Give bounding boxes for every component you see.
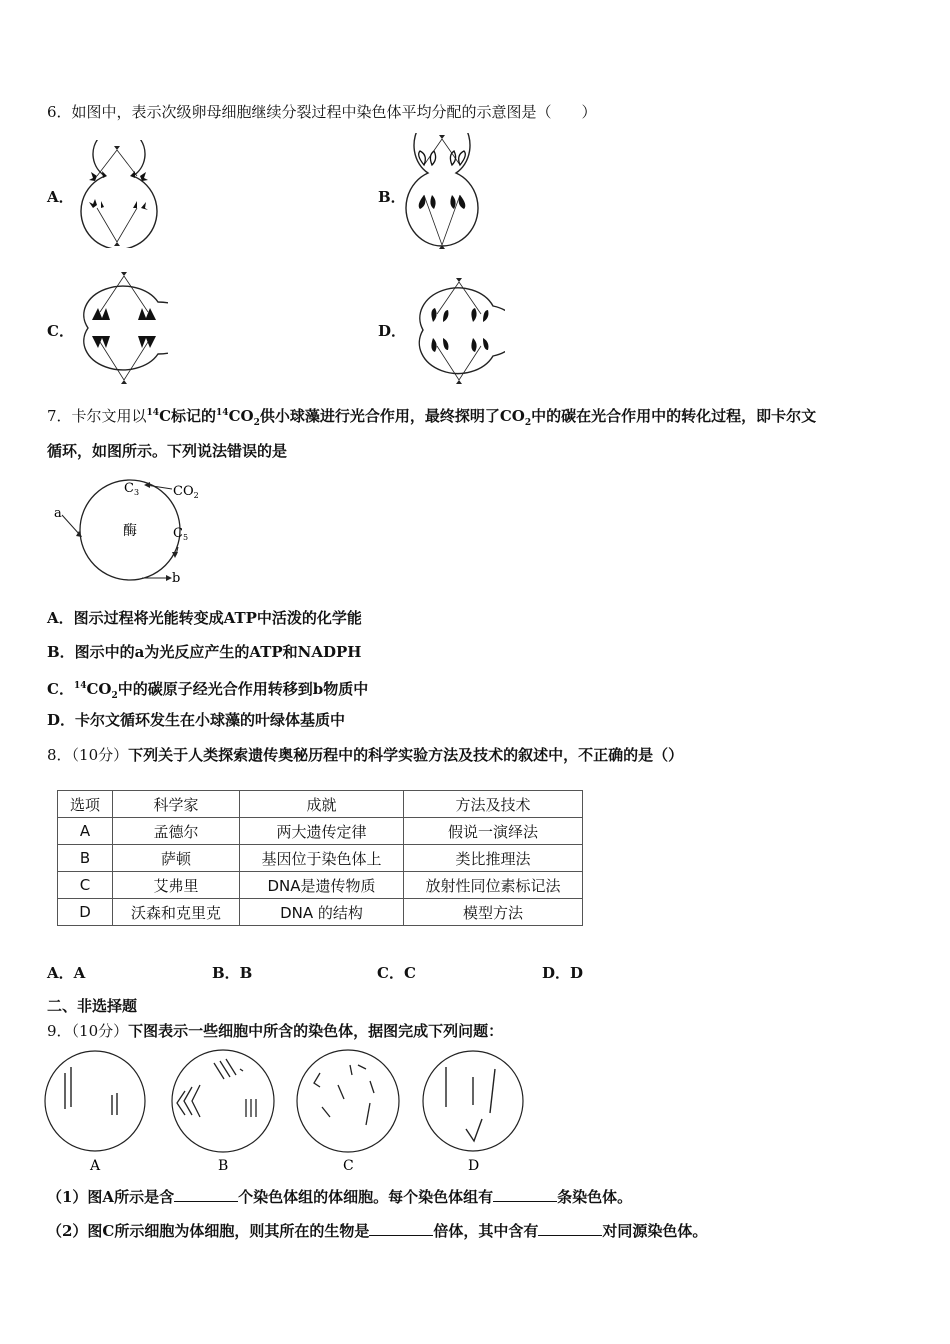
table-cell: 基因位于染色体上 <box>240 845 404 872</box>
label-b: b <box>172 571 181 586</box>
table-header-cell: 成就 <box>240 791 404 818</box>
table-cell: 艾弗里 <box>113 872 240 899</box>
table-header-cell: 科学家 <box>113 791 240 818</box>
q6-option-a[interactable]: A． <box>47 188 74 206</box>
q6-cell-diagram-d <box>415 276 505 386</box>
q8-answer-b[interactable]: B．B <box>212 964 253 982</box>
q7-option-c[interactable]: C．$^{14}CO_2$中的碳原子经光合作用转移到b物质中 <box>47 680 369 701</box>
label-c5: C <box>173 526 183 541</box>
q8-answer-d[interactable]: D．D <box>542 964 584 982</box>
q7-option-b[interactable]: B．图示中的a为光反应产生的ATP和NADPH <box>47 643 362 661</box>
section-heading: 二、非选择题 <box>47 997 138 1015</box>
table-row <box>58 818 583 845</box>
q6-option-b[interactable]: B． <box>378 188 406 206</box>
table-cell: 沃森和克里克 <box>113 899 240 926</box>
answer-blank[interactable] <box>538 1221 602 1236</box>
table-cell: 两大遗传定律 <box>240 818 404 845</box>
cell-label-a: A <box>90 1158 101 1174</box>
table-cell: C <box>58 872 113 899</box>
chromosome-cells-figure <box>40 1045 530 1175</box>
q6-cell-diagram-b <box>398 133 488 251</box>
q7-stem-line1: 7．卡尔文用以$^{14}$C标记的$^{14}CO_2$供小球藻进行光合作用，最终探明了$CO_2$中的碳在光合作用中的转化过程，即卡尔文 <box>47 407 817 428</box>
table-cell: DNA 的结构 <box>240 899 404 926</box>
q6-cell-diagram-c <box>78 272 168 385</box>
table-header-cell: 方法及技术 <box>404 791 583 818</box>
q9-sub1: （1）图A所示是含 个染色体组的体细胞。每个染色体组有 条染色体。 <box>47 1188 633 1206</box>
cell-label-b: B <box>218 1158 229 1174</box>
q6-stem: 6．如图中，表示次级卵母细胞继续分裂过程中染色体平均分配的示意图是（ ） <box>47 103 597 121</box>
q8-answer-c[interactable]: C．C <box>377 964 416 982</box>
table-cell: 模型方法 <box>404 899 583 926</box>
table-cell: D <box>58 899 113 926</box>
table-row <box>58 899 583 926</box>
table-cell: B <box>58 845 113 872</box>
label-c3: C <box>124 481 134 496</box>
cell-label-d: D <box>468 1158 480 1174</box>
q7-option-a[interactable]: A．图示过程将光能转变成ATP中活泼的化学能 <box>47 609 362 627</box>
table-cell: 类比推理法 <box>404 845 583 872</box>
answer-blank[interactable] <box>174 1187 238 1202</box>
cell-label-c: C <box>343 1158 354 1174</box>
svg-text:C5: $C_5$ <box>173 526 189 542</box>
table-header-cell: 选项 <box>58 791 113 818</box>
table-header-row <box>58 791 583 818</box>
svg-text:C3: $C_3$ <box>124 481 140 497</box>
table-cell: 假说一演绎法 <box>404 818 583 845</box>
table-cell: 孟德尔 <box>113 818 240 845</box>
svg-text:CO2: $CO_2$ <box>173 484 199 500</box>
table-row <box>58 845 583 872</box>
q9-sub2: （2）图C所示细胞为体细胞，则其所在的生物是 倍体，其中含有 对同源染色体。 <box>47 1222 708 1240</box>
table-cell: DNA是遗传物质 <box>240 872 404 899</box>
q8-stem: 8．（10分）下列关于人类探索遗传奥秘历程中的科学实验方法及技术的叙述中，不正确的是（） <box>47 746 684 764</box>
q7-option-d[interactable]: D．卡尔文循环发生在小球藻的叶绿体基质中 <box>47 711 346 729</box>
table-cell: 萨顿 <box>113 845 240 872</box>
table-row <box>58 872 583 899</box>
q7-stem-line2: 循环，如图所示。下列说法错误的是 <box>47 442 288 460</box>
answer-blank[interactable] <box>369 1221 433 1236</box>
answer-blank[interactable] <box>493 1187 557 1202</box>
label-a: a <box>54 506 62 521</box>
table-cell: A <box>58 818 113 845</box>
calvin-cycle-diagram <box>50 475 210 587</box>
scientist-table <box>57 790 583 926</box>
label-enzyme: 酶 <box>123 523 137 539</box>
label-co2: CO <box>173 484 194 499</box>
table-cell: 放射性同位素标记法 <box>404 872 583 899</box>
q6-option-c[interactable]: C． <box>47 322 74 340</box>
q8-answer-a[interactable]: A．A <box>47 964 86 982</box>
q6-option-d[interactable]: D． <box>378 322 407 340</box>
q6-cell-diagram-a <box>75 140 160 248</box>
q9-stem: 9．（10分）下图表示一些细胞中所含的染色体，据图完成下列问题： <box>47 1022 504 1040</box>
